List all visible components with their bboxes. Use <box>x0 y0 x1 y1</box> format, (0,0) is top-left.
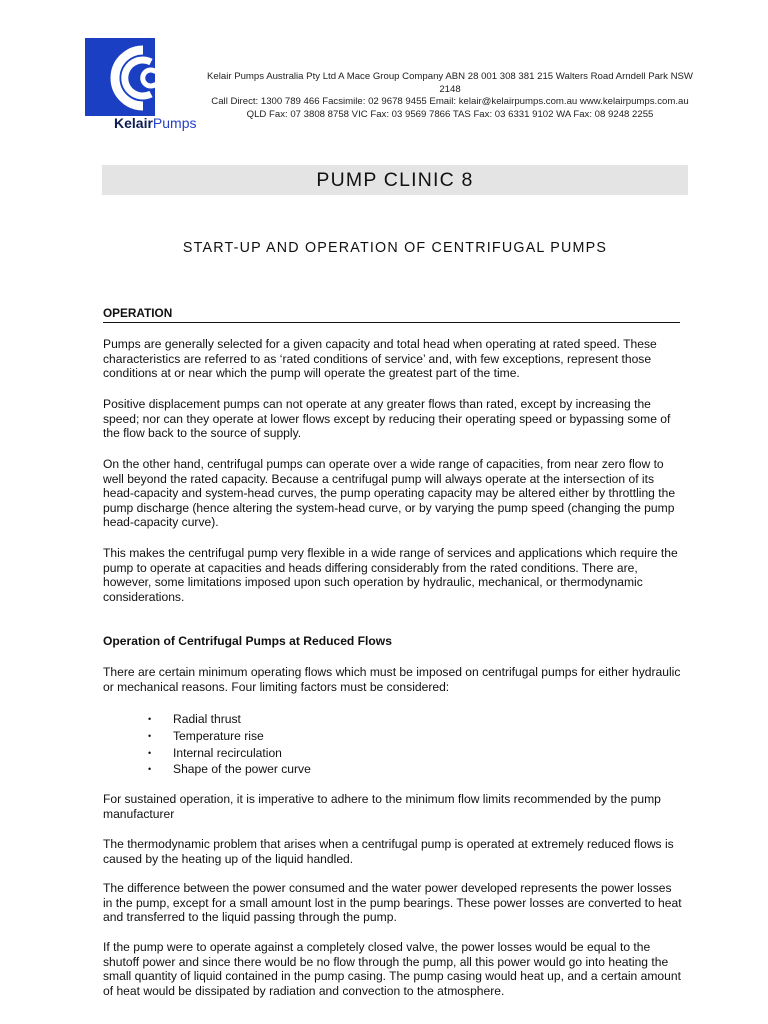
company-logo <box>85 38 210 133</box>
paragraph: If the pump were to operate against a completely closed valve, the power losses would be equal to the shutoff power and since there would be no flow through the pump, all this power would go into heating the small quantity of liquid contained in the pump casing. The pump casing would heat up, and a certain amount of heat would be dissipated by radiation and convection to the atmosphere. <box>103 940 681 998</box>
bullet-list <box>146 711 446 778</box>
paragraph: The thermodynamic problem that arises when a centrifugal pump is operated at extremely reduced flows is caused by the heating up of the liquid handled. <box>103 837 674 866</box>
paragraph: Pumps are generally selected for a given capacity and total head when operating at rated speed. These characteristics are referred to as ‘rated conditions of service’ and, with few exceptions, represent those conditions at or near which the pump will operate the greatest part of the time. <box>103 337 657 381</box>
bullet-icon: • <box>148 764 152 775</box>
list-item-label: Internal recirculation <box>173 745 282 760</box>
paragraph: On the other hand, centrifugal pumps can operate over a wide range of capacities, from near zero flow to well beyond the rated capacity. Because a centrifugal pump will always operate at the intersection of its head-capacity and system-head curves, the pump operating capacity may be altered either by throttling the pump discharge (hence altering the system-head curve, or by varying the pump speed (changing the pump head-capacity curve). <box>103 457 676 530</box>
list-item-label: Temperature rise <box>173 728 264 743</box>
paragraph: Positive displacement pumps can not operate at any greater flows than rated, except by increasing the speed; nor can they operate at lower flows except by reducing their operating speed or bypassing some of the flow back to the source of supply. <box>103 397 671 441</box>
company-info <box>200 71 700 121</box>
list-item <box>146 745 446 762</box>
bullet-icon: • <box>148 714 152 724</box>
company-info-line: QLD Fax: 07 3808 8758 VIC Fax: 03 9569 7866 TAS Fax: 03 6331 9102 WA Fax: 08 9248 2255 <box>246 108 654 120</box>
logo-swirl-icon <box>93 42 165 114</box>
page-subtitle: START-UP AND OPERATION OF CENTRIFUGAL PUMPS <box>182 240 608 256</box>
bullet-icon: • <box>148 730 152 741</box>
paragraph: This makes the centrifugal pump very flexible in a wide range of services and applications which require the pump to operate at capacities and heads differing considerably from the rated conditions. There are, however, some limitations imposed upon such operation by hydraulic, mechanical, or thermodynamic considerations. <box>103 546 678 604</box>
page-title: PUMP CLINIC 8 <box>316 169 474 191</box>
paragraph: For sustained operation, it is imperative to adhere to the minimum flow limits recommended by the pump manufacturer <box>103 792 661 821</box>
paragraph: There are certain minimum operating flows which must be imposed on centrifugal pumps for either hydraulic or mechanical reasons. Four limiting factors must be considered: <box>103 665 681 694</box>
paragraph: The difference between the power consumed and the water power developed represents the power losses in the pump, except for a small amount lost in the pump bearings. These power losses are converted to heat and transferred to the liquid passing through the pump. <box>103 881 682 925</box>
subheading: Operation of Centrifugal Pumps at Reduced Flows <box>103 634 392 648</box>
list-item <box>146 761 446 778</box>
list-item <box>146 711 446 728</box>
company-info-line: Call Direct: 1300 789 466 Facsimile: 02 9678 9455 Email: kelair@kelairpumps.com.au www.kelairpumps.com.au <box>211 96 689 107</box>
list-item-label: Radial thrust <box>173 712 241 726</box>
list-item <box>146 728 446 745</box>
list-item-label: Shape of the power curve <box>173 762 311 777</box>
logo-wordmark <box>114 115 197 131</box>
section-heading: OPERATION <box>103 306 680 323</box>
logo-brand-bold: Kelair <box>114 115 153 131</box>
logo-brand-light: Pumps <box>152 115 197 131</box>
bullet-icon: • <box>148 747 152 758</box>
company-info-line: Kelair Pumps Australia Pty Ltd A Mace Group Company ABN 28 001 308 381 215 Walters Road Arndell Park NSW 2148 <box>207 71 693 95</box>
